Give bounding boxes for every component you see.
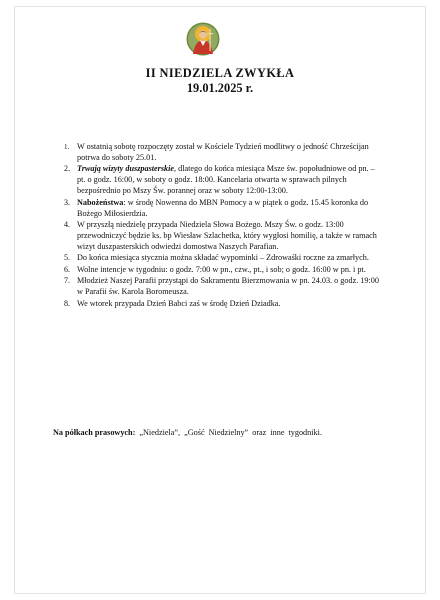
item-text: : w środę Nowenna do MBN Pomocy a w piątek o godz. 15.45 koronka do Bożego Miłosierdzia. bbox=[77, 197, 369, 218]
press-label: Na półkach prasowych: bbox=[53, 428, 136, 437]
item-number: 8. bbox=[64, 298, 70, 308]
bulletin-title bbox=[0, 66, 440, 96]
item-number: 1. bbox=[64, 143, 70, 151]
announcement-list bbox=[48, 142, 384, 310]
item-text: Do końca miesiąca stycznia można składać wypominki – Zdrowaśki roczne za zmarłych. bbox=[77, 253, 369, 263]
item-text: W przyszłą niedzielę przypada Niedziela Słowa Bożego. Mszy Św. o godz. 13:00 przewodniczyć będzie ks. bp Wiesław Szlachetka, który wygłosi homilię, a także w ramach wizyt duszpasterskich odwiedzi domostwa Naszych Parafian. bbox=[77, 220, 377, 251]
saint-portrait-icon bbox=[186, 22, 220, 56]
item-text: Wolne intencje w tygodniu: o godz. 7:00 w pn., czw., pt., i sob; o godz. 16:00 w pn. i pt. bbox=[77, 264, 366, 274]
item-text: Młodzież Naszej Parafii przystąpi do Sakramentu Bierzmowania w pn. 24.03. o godz. 19:00 w Parafii św. Karola Boromeusza. bbox=[77, 276, 379, 297]
list-item bbox=[48, 253, 384, 264]
list-item bbox=[48, 164, 384, 197]
list-item bbox=[48, 276, 384, 298]
item-text: We wtorek przypada Dzień Babci zaś w środę Dzień Dziadka. bbox=[77, 298, 281, 308]
item-lead: Nabożeństwa bbox=[77, 197, 124, 207]
item-number: 3. bbox=[64, 197, 70, 207]
list-item bbox=[48, 265, 384, 276]
bulletin-date: 19.01.2025 r. bbox=[186, 81, 254, 95]
item-number: 2. bbox=[64, 164, 70, 174]
list-item bbox=[48, 142, 384, 164]
item-number: 7. bbox=[64, 276, 70, 286]
item-text: , dlatego do końca miesiąca Msze św. popołudniowe od pn. – pt. o godz. 16:00, w soboty o godz. 18:00. Kancelaria otwarta w sprawach pilnych bezpośrednio po Mszy Św. porannej oraz w soboty 12:00-13:00. bbox=[77, 164, 375, 196]
list-item bbox=[48, 220, 384, 253]
item-number: 4. bbox=[64, 220, 70, 230]
item-text: W ostatnią sobotę rozpoczęty został w Kościele Tydzień modlitwy o jedność Chrześcijan potrwa do soboty 25.01. bbox=[77, 142, 369, 162]
sunday-name: II NIEDZIELA ZWYKŁA bbox=[145, 66, 295, 80]
press-note bbox=[53, 427, 375, 438]
list-item bbox=[48, 198, 384, 220]
press-text: „Niedziela”, „Gość Niedzielny” oraz inne tygodniki. bbox=[135, 428, 322, 437]
item-lead: Trwają wizyty duszpasterskie bbox=[77, 164, 175, 174]
item-number: 6. bbox=[64, 264, 70, 274]
list-item bbox=[48, 299, 384, 310]
item-number: 5. bbox=[64, 253, 70, 263]
